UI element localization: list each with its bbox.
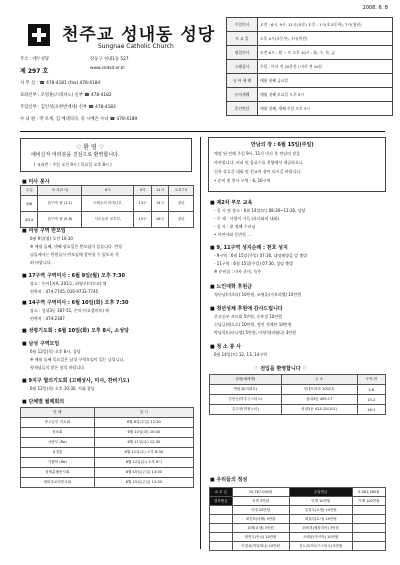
office-phone: 사 무 실 : ☎ 478-4181 (fax) 478-4184 — [20, 81, 101, 86]
text-line: - 강 사 : 윤 정혜 수녀님 — [214, 224, 256, 229]
pastor: 주임신부 : 김인성(요한반데네) 신부 ☎ 478-4183 — [20, 105, 116, 110]
text-line: - 일 시 및 장소 : 6월 14일(토) 08:30~11:30, 강당 — [214, 208, 306, 213]
website: www.sndsd.or.kr — [90, 66, 126, 71]
text-line: 장소 : 성내3동 387-51, 손익수(요셉미트) 댁 — [30, 308, 110, 313]
text-line: 청년남(미르타) 10만원, 조명훈(가브리엘) 10만원 — [214, 292, 302, 297]
column-divider — [200, 137, 201, 549]
mass-roles-title: ■ 미사 봉사 — [22, 178, 50, 185]
text-line: 님들께서는 반원들이 반모임에 참여할 수 있도록 격 — [30, 252, 119, 257]
group-meetings-table: 단 체 일 시 중고등부 자모회 6월 8일(주일) 12:30 성소회 6월 10일(화) 10:40 사랑부 (Re) 6월 11일(수) 12:30 성경통 6월 11일(수) 오후 8:30 기쁨의 (Re) 6월 12일(수) 오후 8시 성체분배봉사회 6월 15일(주일) 13:30 예비자교리봉사회 6월 15일(주일) 12:30 — [20, 407, 194, 488]
offerings-title: ■ 우리들의 정성 — [210, 476, 247, 483]
pilgrimage-title: ■ 9, 11구역 성지순례 : 천호 성지 — [210, 244, 288, 251]
mass-schedule-table: 주일미사 오전 : 6시, 9시, 11시(교중) 오후 : 1시(초교동학), 7시(청년) 토 요 일 오후 4시(초등부), 7시(특전) 평일미사 오전 6시 : 월 ~ 토 오후 10시 : 화, 수, 목, 금 고해성사 주일 : 미사 전 20분간 / 미사 전 10분 유 아 세 례 매월 첫째 금요일 유아세례 매월 첫째 토요일 오후 5시 혼인면담 매월 첫째, 셋째 주일 오후 3시 — [226, 17, 393, 116]
address: 강동구 성내1동 527 — [90, 57, 129, 62]
header-divider — [20, 131, 385, 132]
text-line: 6월 14일(토) 12, 13, 14구역 — [214, 352, 267, 357]
assistant-priest: 보좌신부 : 조영훈(스테파노) 신부 ☎ 478-4182 — [20, 93, 112, 98]
text-line: - 주 제 : 사랑이 가득 (자녀와의 대화) — [214, 216, 280, 221]
text-line: - 9구역 : 6월 15일(주일) 07:30, 대성레방을 앞 출발 — [214, 253, 308, 258]
offerings-table: 교 무 금 10,767,000원 주일헌금 5,461,160원 감사헌금 익명 3만원 익명 10만원 이맹 100만원 익명 20만원 김정수(요셉) 10만원 최진표(마태) 5만원 최효아(로사) 10만원 회계(요셉) 3만원 최혁경(체칠리아) 3만원 양영우(안나) 10만원 오배윤(막시아) 10만원 이경옥(막달레나) 10만원 김도순(아우구스티노) 5만원 — [209, 487, 386, 551]
text-line: ※ 매월 둘째, 넷째 월요일은 반모임이 있습니다. 반장 — [30, 244, 123, 249]
text-line: 6월 12일(목) 오후 8시, 성당 — [30, 349, 81, 354]
text-line: 마련합니다. 커피 및 음료수를 친양에서 제공하오니 — [214, 160, 303, 165]
welcome-title: ♡ 환 영 ♡ — [76, 144, 105, 151]
parent-education-title: ■ 제2차 부모 교육 — [210, 199, 252, 206]
district17-title: ■ 17구역 구역미사 : 6월 9일(월) 오후 7:30 — [22, 272, 125, 279]
issue-number: 제 297 호 — [20, 68, 49, 75]
women-group-title: ■ 여성 구역 반모임 — [22, 227, 66, 234]
text-line: - 11구역 : 6월 15일(주일) 07:30, 성당 출발 — [214, 261, 293, 266]
youth-thanks-title: ■ 청년성체 후원에 감사드립니다 — [210, 305, 283, 312]
address-label: 주소 : 에두성당 — [20, 57, 50, 62]
group-meetings-title: ■ 단체별 월례회의 — [22, 398, 64, 405]
meeting-box-title: 만남의 장 : 6월 15일(주일) — [251, 142, 314, 148]
text-line: 6월 12일(목) 오후 10:30, 지휘 참당 — [30, 386, 95, 391]
welcome-line: 예비신자 여러분을 진심으로 환영합니다. — [31, 152, 120, 158]
text-line: • 어린이와 동반한 ... — [214, 232, 252, 237]
cleaning-title: ■ 청 소 봉 사 — [210, 343, 241, 350]
senior-college-title: ■ 노인대학 후원금 — [210, 283, 252, 290]
text-line: 형제님들의 많은 참석 바랍니다. — [30, 365, 86, 370]
text-line: • 준비 및 봉사 구역 - 6, 16구역 — [214, 178, 271, 183]
text-line: 신남금(베드로) 10만원, 정인 전례단 10만원 — [214, 322, 292, 327]
text-line: ※ 준비물 : 미사 준비, 묵주 — [214, 269, 262, 274]
church-subtitle: Sungnae Catholic Church — [98, 43, 174, 50]
cross-logo-icon — [28, 24, 50, 46]
church-title: 천주교 성내동 성당 — [62, 25, 216, 45]
text-line: 연락처 : 474-7745, 016-9733-7745 — [30, 289, 99, 294]
text-line: 예정 된 전례 주일 9시, 11시 미사 후 만남의 장을 — [214, 151, 301, 156]
text-line: 장소 : 동아1차A, 201호, 최영구(마르코) 댁 — [30, 281, 107, 286]
mass-roles-table: 주일 독 서(7시) 6시 9시 11시 오후7시 6/8 한구역 장 (1-1) 구세주의 어머니부, 13구 14구 청년 6/15 한구역 장 (5-8) 사도들의 모후부, 15구 16구 청년 — [20, 185, 194, 228]
text-line: 려 바랍니다. — [30, 260, 52, 265]
welcome-note: ( 교리반 : 주일 오전 9시 / 목요일 오후 8시 ) — [34, 162, 112, 167]
text-line: 연락처 : 474-2387 — [30, 316, 65, 321]
text-line: 6월 9일(월) 오전 10:30 — [30, 236, 73, 241]
text-line: 중고등부 자모회 5만원, 중부성 10만원 — [214, 314, 283, 319]
text-line: 신자 상호간 대화 및 친교의 장이 되시길 바랍니다. — [214, 169, 302, 174]
convent: 수 녀 원 : 박 모세, 김 베네딕다, 유 시메온 수녀 ☎ 478-4189 — [20, 117, 138, 122]
text-line: 박남희(나타나엘) 5만원, 이형희(미래나) 3만원 — [214, 330, 297, 335]
district-prayer-title: ■ 9지구 협의기도회 (고해성사, 미사, 찬비기도) — [22, 377, 129, 384]
district14-title: ■ 14구역 구역미사 : 6월 10일(화) 오후 7:30 — [22, 299, 128, 306]
prayer-meeting-title: ■ 성령기도회 : 6월 10일(화) 오후 8시, 소성당 — [22, 327, 129, 334]
newcomers-table: 성명(세례명) 주 소 구역-반 박원권(미대로) 성내프라자 1002호 2-6 김현순(아우구스티노) 성내3동 409-17 15-2 김주현(미정노마) 성내3동 423-20(101) 16-1 — [209, 374, 386, 415]
newcomers-title: ♡ 전입을 환영합니다 ♡ — [254, 366, 307, 372]
men-group-title: ■ 남성 구역모임 — [22, 340, 59, 347]
text-line: ※ 매월 둘째 목요일은 남성 구역모임이 있는 날입니다. — [30, 357, 125, 362]
bulletin-date: 2008. 6. 8 — [362, 5, 388, 11]
